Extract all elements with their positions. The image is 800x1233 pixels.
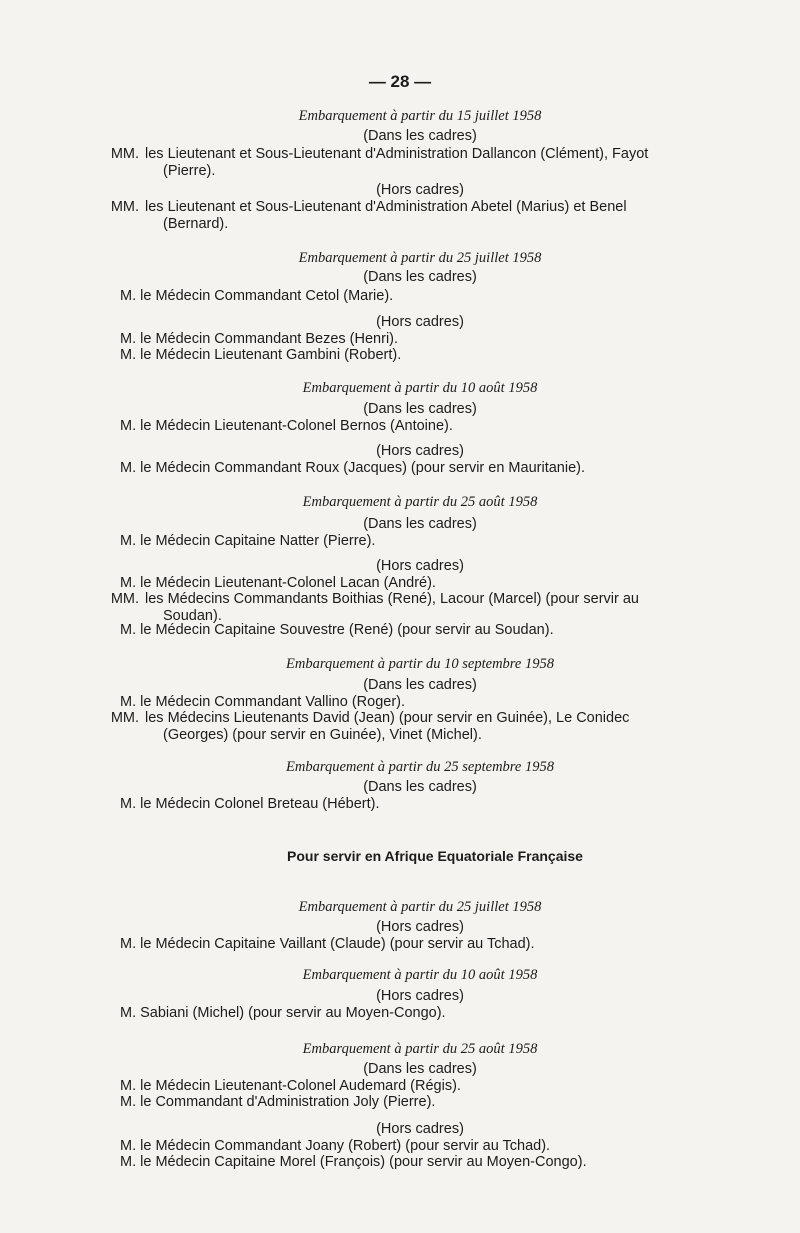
list-item: M. le Médecin Capitaine Natter (Pierre). [120, 533, 376, 549]
list-item: M. le Médecin Capitaine Souvestre (René) (pour servir au Soudan). [120, 622, 554, 638]
list-item: M. le Médecin Lieutenant Gambini (Robert). [120, 347, 402, 363]
list-item: M. le Médecin Lieutenant-Colonel Lacan (André). [120, 575, 436, 591]
embarkation-date-heading: Embarquement à partir du 25 juillet 1958 [298, 899, 542, 915]
list-item [105, 146, 745, 180]
out-of-cadre-subheading: (Hors cadres) [376, 919, 464, 935]
in-cadre-subheading: (Dans les cadres) [363, 128, 477, 144]
list-item: M. le Médecin Commandant Cetol (Marie). [120, 288, 394, 304]
out-of-cadre-subheading: (Hors cadres) [376, 988, 464, 1004]
entry-continuation: Soudan). [163, 608, 222, 624]
out-of-cadre-subheading: (Hors cadres) [376, 314, 464, 330]
out-of-cadre-subheading: (Hors cadres) [376, 558, 464, 574]
list-item: M. le Médecin Commandant Vallino (Roger). [120, 694, 406, 710]
title-prefix: MM. [110, 199, 139, 215]
embarkation-date-heading: Embarquement à partir du 10 août 1958 [302, 380, 538, 396]
in-cadre-subheading: (Dans les cadres) [363, 401, 477, 417]
embarkation-date-heading: Embarquement à partir du 25 août 1958 [302, 494, 538, 510]
in-cadre-subheading: (Dans les cadres) [363, 677, 477, 693]
title-prefix: MM. [110, 710, 139, 726]
entry-text: les Lieutenant et Sous-Lieutenant d'Administration Abetel (Marius) et Benel [145, 199, 627, 215]
entry-text: les Médecins Commandants Boithias (René), Lacour (Marcel) (pour servir au [145, 591, 639, 607]
list-item [105, 710, 745, 744]
list-item: M. le Médecin Colonel Breteau (Hébert). [120, 796, 380, 812]
list-item [105, 591, 745, 625]
page-number: — 28 — [368, 72, 432, 91]
list-item: M. le Médecin Commandant Joany (Robert) (pour servir au Tchad). [120, 1138, 551, 1154]
list-item: M. le Médecin Commandant Bezes (Henri). [120, 331, 399, 347]
in-cadre-subheading: (Dans les cadres) [363, 269, 477, 285]
entry-text: les Lieutenant et Sous-Lieutenant d'Administration Dallancon (Clément), Fayot [145, 146, 649, 162]
list-item: M. le Médecin Capitaine Vaillant (Claude) (pour servir au Tchad). [120, 936, 535, 952]
in-cadre-subheading: (Dans les cadres) [363, 779, 477, 795]
title-prefix: MM. [110, 591, 139, 607]
list-item: M. le Médecin Commandant Roux (Jacques) (pour servir en Mauritanie). [120, 460, 585, 476]
embarkation-date-heading: Embarquement à partir du 25 juillet 1958 [298, 250, 542, 266]
out-of-cadre-subheading: (Hors cadres) [376, 443, 464, 459]
embarkation-date-heading: Embarquement à partir du 25 septembre 1958 [286, 759, 554, 775]
entry-text: les Médecins Lieutenants David (Jean) (pour servir en Guinée), Le Conidec [145, 710, 630, 726]
entry-continuation: (Pierre). [163, 163, 216, 179]
title-prefix: MM. [110, 146, 139, 162]
embarkation-date-heading: Embarquement à partir du 10 septembre 1958 [286, 656, 554, 672]
section-heading: Pour servir en Afrique Equatoriale Française [287, 848, 583, 864]
out-of-cadre-subheading: (Hors cadres) [376, 182, 464, 198]
entry-continuation: (Georges) (pour servir en Guinée), Vinet (Michel). [163, 727, 482, 743]
embarkation-date-heading: Embarquement à partir du 10 août 1958 [302, 967, 538, 983]
embarkation-date-heading: Embarquement à partir du 25 août 1958 [302, 1041, 538, 1057]
list-item: M. le Médecin Lieutenant-Colonel Bernos (Antoine). [120, 418, 453, 434]
list-item [105, 199, 745, 233]
list-item: M. le Médecin Lieutenant-Colonel Audemard (Régis). [120, 1078, 461, 1094]
out-of-cadre-subheading: (Hors cadres) [376, 1121, 464, 1137]
in-cadre-subheading: (Dans les cadres) [363, 1061, 477, 1077]
list-item: M. Sabiani (Michel) (pour servir au Moyen-Congo). [120, 1005, 446, 1021]
entry-continuation: (Bernard). [163, 216, 229, 232]
list-item: M. le Médecin Capitaine Morel (François) (pour servir au Moyen-Congo). [120, 1154, 587, 1170]
embarkation-date-heading: Embarquement à partir du 15 juillet 1958 [298, 108, 542, 124]
list-item: M. le Commandant d'Administration Joly (Pierre). [120, 1094, 436, 1110]
in-cadre-subheading: (Dans les cadres) [363, 516, 477, 532]
